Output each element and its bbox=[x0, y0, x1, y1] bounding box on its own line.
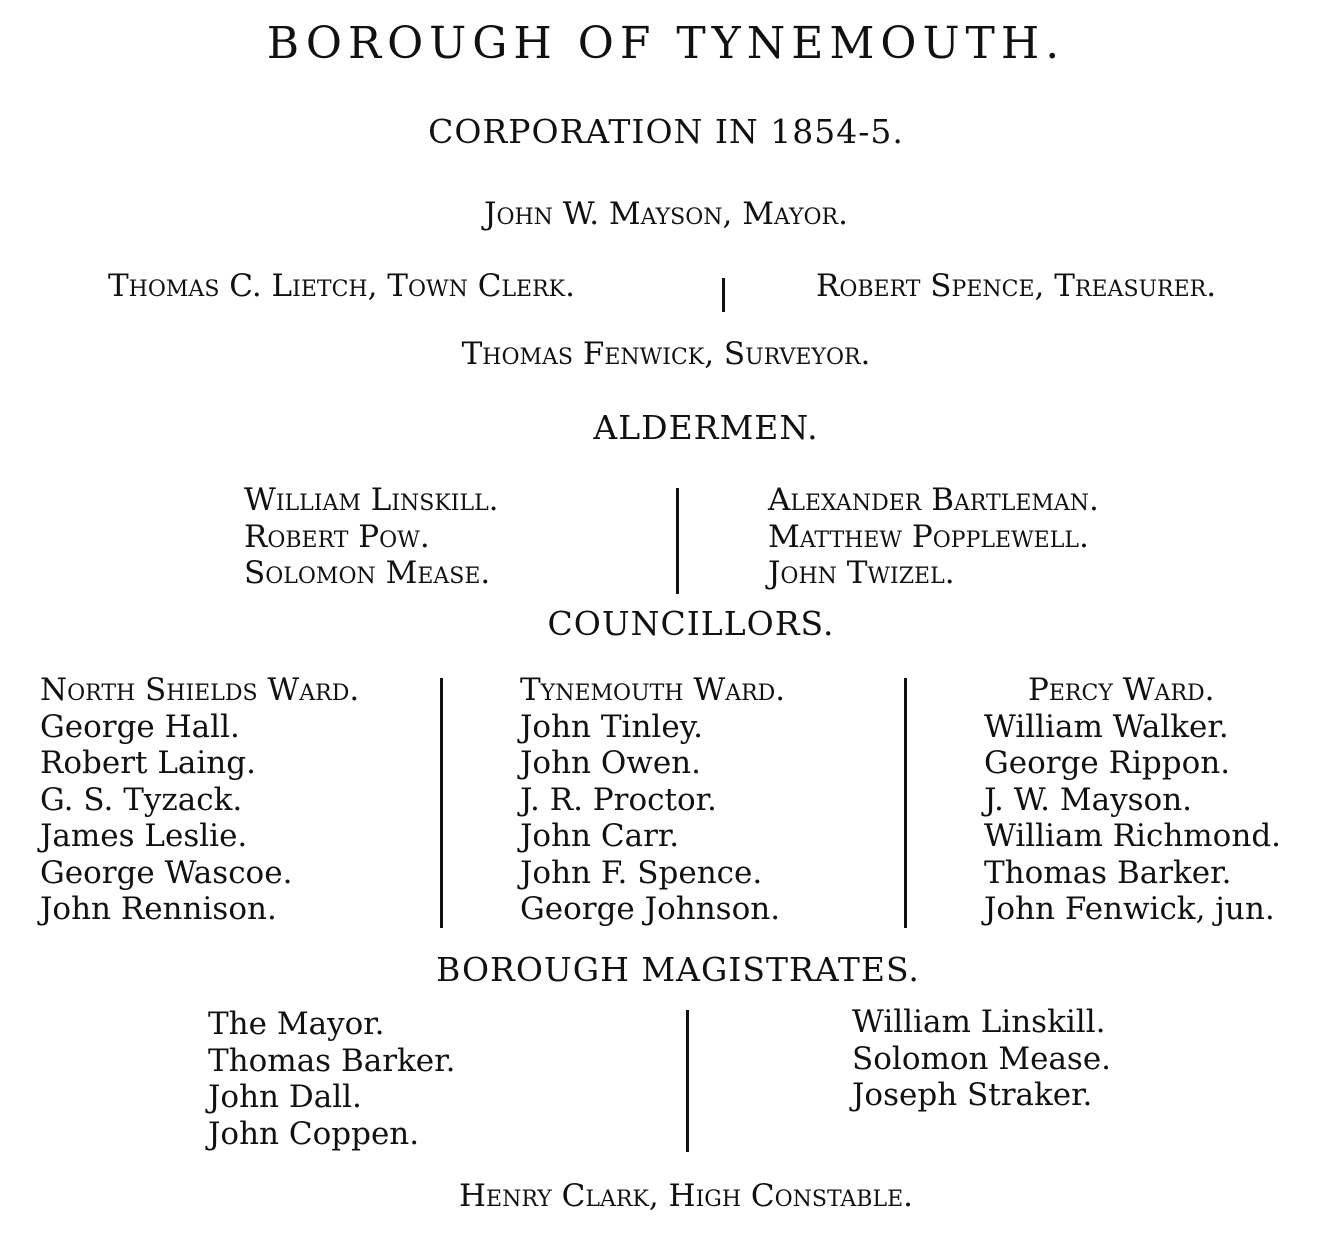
list-item: John Rennison. bbox=[40, 891, 277, 927]
aldermen-heading: ALDERMEN. bbox=[593, 408, 819, 447]
list-item: John Coppen. bbox=[208, 1115, 420, 1152]
list-item: J. W. Mayson. bbox=[984, 781, 1193, 818]
aldermen-divider bbox=[676, 488, 679, 594]
list-item: William Linskill. bbox=[244, 482, 499, 518]
list-item: Solomon Mease. bbox=[852, 1040, 1112, 1077]
list-item: John Owen. bbox=[520, 745, 701, 781]
list-item: Joseph Straker. bbox=[852, 1077, 1093, 1113]
ward-name: North Shields Ward. bbox=[40, 672, 360, 708]
list-item: Matthew Popplewell. bbox=[768, 518, 1089, 555]
aldermen-right-list bbox=[768, 482, 1099, 592]
list-item: John Twizel. bbox=[768, 555, 955, 591]
list-item: George Hall. bbox=[40, 708, 240, 745]
ward-name: Tynemouth Ward. bbox=[520, 672, 786, 708]
list-item: The Mayor. bbox=[208, 1006, 385, 1042]
list-item: Alexander Bartleman. bbox=[768, 482, 1099, 518]
ward-divider-2 bbox=[904, 678, 907, 928]
mayor-line: John W. Mayson, Mayor. bbox=[484, 196, 848, 232]
ward-name: Percy Ward. bbox=[1028, 672, 1215, 708]
page-subtitle: CORPORATION IN 1854-5. bbox=[428, 112, 904, 151]
list-item: Solomon Mease. bbox=[244, 555, 491, 591]
list-item: William Linskill. bbox=[852, 1004, 1106, 1040]
list-item: Thomas Barker. bbox=[208, 1042, 456, 1079]
list-item: J. R. Proctor. bbox=[520, 781, 717, 818]
list-item: George Johnson. bbox=[520, 891, 781, 927]
list-item: John F. Spence. bbox=[520, 854, 763, 891]
ward-divider-1 bbox=[440, 678, 443, 928]
list-item: John Fenwick, jun. bbox=[984, 891, 1275, 927]
list-item: Robert Pow. bbox=[244, 518, 430, 555]
magistrates-left-list bbox=[208, 1006, 455, 1152]
aldermen-left-list bbox=[244, 482, 499, 592]
list-item: William Richmond. bbox=[984, 818, 1282, 854]
magistrates-heading: BOROUGH MAGISTRATES. bbox=[436, 950, 920, 989]
list-item: Robert Laing. bbox=[40, 745, 256, 781]
list-item: William Walker. bbox=[984, 708, 1229, 745]
officers-divider bbox=[722, 278, 725, 312]
list-item: John Carr. bbox=[520, 818, 680, 854]
magistrates-divider bbox=[686, 1010, 689, 1152]
list-item: G. S. Tyzack. bbox=[40, 781, 243, 818]
magistrates-right-list bbox=[852, 1004, 1111, 1114]
high-constable-line: Henry Clark, High Constable. bbox=[459, 1178, 913, 1214]
list-item: Thomas Barker. bbox=[984, 854, 1232, 891]
list-item: George Wascoe. bbox=[40, 854, 293, 891]
page-title: BOROUGH OF TYNEMOUTH. bbox=[266, 18, 1066, 69]
town-clerk-line: Thomas C. Lietch, Town Clerk. bbox=[108, 268, 575, 304]
treasurer-line: Robert Spence, Treasurer. bbox=[816, 268, 1217, 304]
ward-tynemouth bbox=[520, 672, 785, 928]
ward-north-shields bbox=[40, 672, 359, 928]
list-item: John Tinley. bbox=[520, 708, 703, 745]
ward-percy bbox=[984, 672, 1281, 928]
list-item: John Dall. bbox=[208, 1079, 362, 1115]
councillors-heading: COUNCILLORS. bbox=[547, 604, 835, 643]
surveyor-line: Thomas Fenwick, Surveyor. bbox=[461, 336, 871, 372]
list-item: James Leslie. bbox=[40, 818, 248, 854]
list-item: George Rippon. bbox=[984, 745, 1231, 781]
